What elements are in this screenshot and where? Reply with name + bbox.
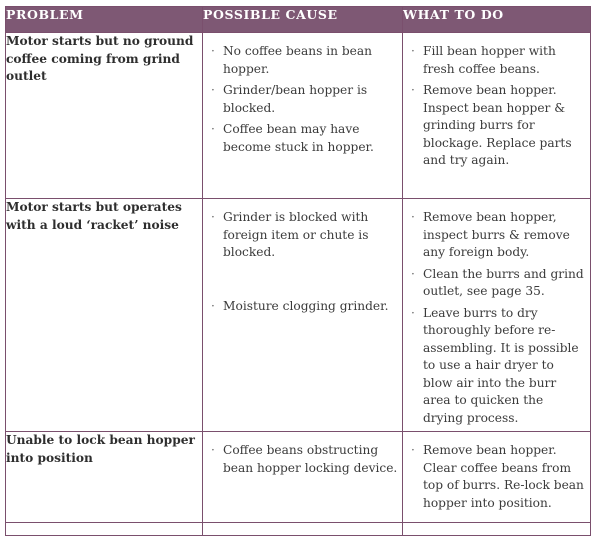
- cause-cell: [203, 33, 403, 199]
- troubleshooting-table: [5, 6, 591, 536]
- cause-list: [203, 199, 402, 315]
- cause-item: · Moisture clogging grinder.: [223, 298, 398, 316]
- cause-item: · Coffee bean may have become stuck in hopper.: [223, 121, 398, 156]
- table-row: [6, 432, 591, 523]
- cause-item: · Coffee beans obstructing bean hopper locking device.: [223, 442, 398, 477]
- header-what-to-do: WHAT TO DO: [403, 7, 591, 33]
- cause-list: [203, 33, 402, 156]
- action-list: [403, 199, 590, 427]
- action-item: · Remove bean hopper. Inspect bean hopper & grinding burrs for blockage. Replace parts and try again.: [423, 82, 586, 170]
- cause-cell: [203, 199, 403, 432]
- action-item: · Leave burrs to dry thoroughly before re-assembling. It is possible to use a hair dryer to blow air into the burr area to quicken the drying process.: [423, 305, 586, 428]
- problem-cell: Unable to lock bean hopper into position: [6, 432, 203, 523]
- table-row-partial: [6, 523, 591, 536]
- empty-cell: [203, 523, 403, 536]
- table-row: [6, 33, 591, 199]
- cause-cell: [203, 432, 403, 523]
- header-possible-cause: POSSIBLE CAUSE: [203, 7, 403, 33]
- problem-cell: Motor starts but no ground coffee coming from grind outlet: [6, 33, 203, 199]
- action-list: [403, 33, 590, 170]
- table-row: [6, 199, 591, 432]
- action-item: · Fill bean hopper with fresh coffee beans.: [423, 43, 586, 78]
- action-cell: [403, 199, 591, 432]
- header-row: [6, 7, 591, 33]
- action-item: · Clean the burrs and grind outlet, see page 35.: [423, 266, 586, 301]
- action-cell: [403, 432, 591, 523]
- action-item: · Remove bean hopper. Clear coffee beans from top of burrs. Re-lock bean hopper into position.: [423, 442, 586, 512]
- empty-cell: [403, 523, 591, 536]
- action-item: · Remove bean hopper, inspect burrs & remove any foreign body.: [423, 209, 586, 262]
- cause-list: [203, 432, 402, 477]
- action-cell: [403, 33, 591, 199]
- empty-cell: [6, 523, 203, 536]
- cause-item: · Grinder/bean hopper is blocked.: [223, 82, 398, 117]
- header-problem: PROBLEM: [6, 7, 203, 33]
- action-list: [403, 432, 590, 512]
- problem-cell: Motor starts but operates with a loud ‘racket’ noise: [6, 199, 203, 432]
- cause-item: · No coffee beans in bean hopper.: [223, 43, 398, 78]
- cause-item: · Grinder is blocked with foreign item or chute is blocked.: [223, 209, 398, 262]
